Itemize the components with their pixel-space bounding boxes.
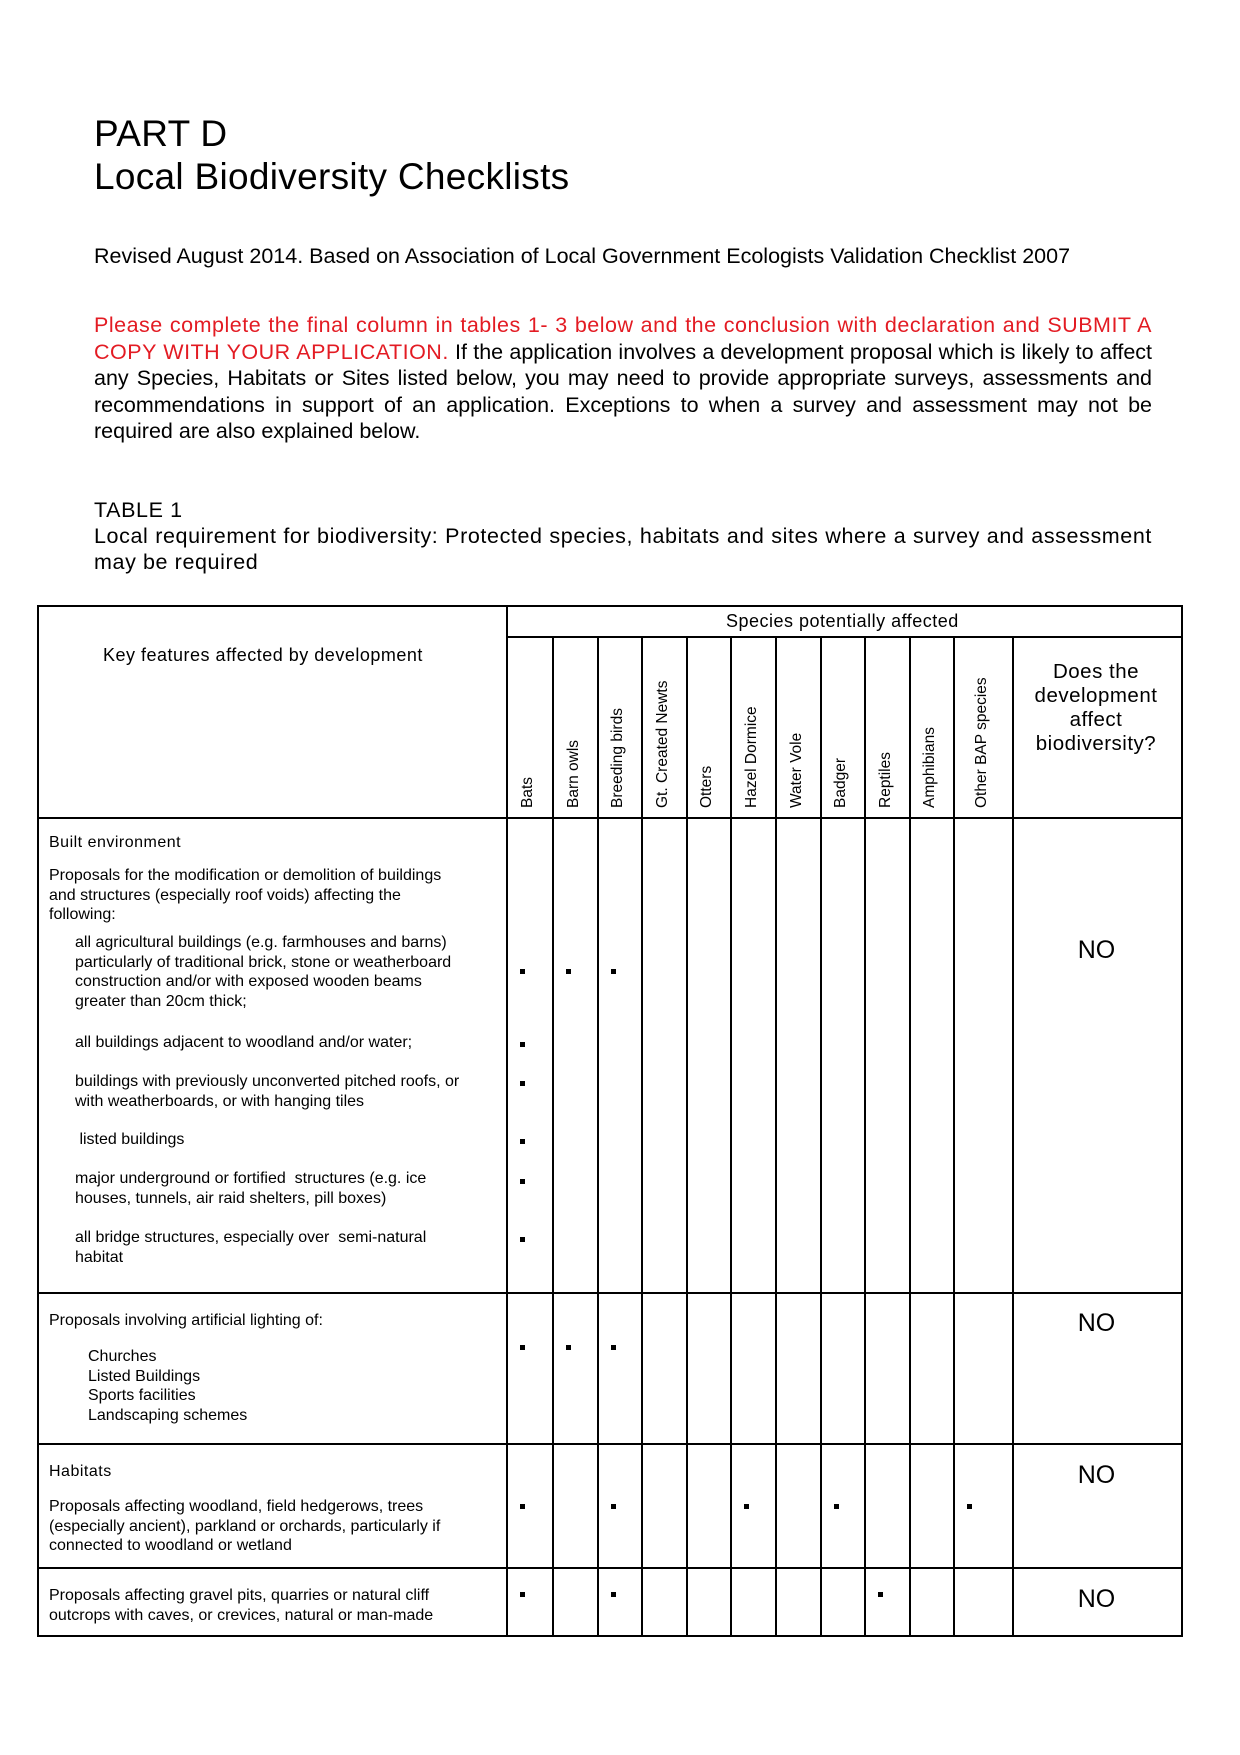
intro-instruction: Please complete the final column in tables 1- 3 below and the conclusion with declaration and SUBMIT A COPY WITH YOUR APPLICATION. xyxy=(94,313,1152,364)
species-mark-breeding-birds xyxy=(611,1345,616,1350)
table-label: TABLE 1 xyxy=(94,498,183,522)
built-environment-item xyxy=(75,1130,184,1150)
species-header-water-vole: Water Vole xyxy=(787,732,805,808)
section-habitats xyxy=(49,1462,112,1482)
species-header-barn-owls: Barn owls xyxy=(564,739,582,808)
text-line: houses, tunnels, air raid shelters, pill boxes) xyxy=(75,1189,387,1207)
text-line: Landscaping schemes xyxy=(88,1406,248,1424)
table-rule xyxy=(597,636,599,1635)
text-line: all bridge structures, especially over semi-natural xyxy=(75,1229,427,1246)
text-line: and structures (especially roof voids) affecting the xyxy=(49,886,401,904)
species-mark-breeding-birds xyxy=(611,1592,616,1597)
species-mark-hazel-dormice xyxy=(744,1504,749,1509)
text-line: Listed Buildings xyxy=(88,1367,201,1385)
table-rule xyxy=(730,636,732,1635)
text-line: construction and/or with exposed wooden beams xyxy=(75,973,422,990)
table-rule xyxy=(953,636,955,1635)
species-header-bats: Bats xyxy=(519,776,536,808)
affect-biodiversity-header: Does the development affect biodiversity? xyxy=(1034,660,1158,755)
table-rule xyxy=(909,636,911,1635)
text-line: buildings with previously unconverted pitched roofs, or xyxy=(75,1073,460,1090)
part-label: PART D xyxy=(94,113,228,154)
text-line: following: xyxy=(49,906,116,923)
species-mark-breeding-birds xyxy=(611,1504,616,1509)
lighting-list xyxy=(88,1347,247,1425)
species-mark-barn-owls xyxy=(566,969,571,974)
text-line: major underground or fortified structures (e.g. ice xyxy=(75,1170,427,1187)
built-environment-intro xyxy=(49,866,441,925)
text-line: Built environment xyxy=(49,834,182,851)
text-line: all buildings adjacent to woodland and/or water; xyxy=(75,1034,413,1051)
affect-answer[interactable]: NO xyxy=(1077,1585,1116,1613)
table-rule xyxy=(37,1635,1183,1637)
key-features-header: Key features affected by development xyxy=(103,645,423,665)
text-line: habitat xyxy=(75,1248,124,1266)
affect-answer[interactable]: NO xyxy=(1077,936,1116,964)
species-mark-bats xyxy=(520,1237,525,1242)
species-mark-bats xyxy=(520,1139,525,1144)
species-mark-bats xyxy=(520,1179,525,1184)
table-rule xyxy=(37,1567,1183,1569)
habitats-text xyxy=(49,1497,440,1556)
affect-answer[interactable]: NO xyxy=(1077,1461,1116,1489)
table-rule xyxy=(641,636,643,1635)
species-mark-bats xyxy=(520,1042,525,1047)
table-rule xyxy=(552,636,554,1635)
text-line: Habitats xyxy=(49,1463,112,1480)
text-line: connected to woodland or wetland xyxy=(49,1537,292,1554)
text-line: all agricultural buildings (e.g. farmhouses and barns) xyxy=(75,934,447,951)
affect-answer[interactable]: NO xyxy=(1077,1309,1116,1337)
species-header-otters: Otters xyxy=(698,765,715,808)
table-rule xyxy=(37,605,1183,607)
table-rule xyxy=(37,605,39,1635)
species-header-reptiles: Reptiles xyxy=(876,752,894,808)
species-header-amphibians: Amphibians xyxy=(921,727,938,808)
table-rule xyxy=(37,1292,1183,1294)
species-mark-bats xyxy=(520,1592,525,1597)
species-mark-badger xyxy=(834,1504,839,1509)
text-line: Sports facilities xyxy=(88,1387,196,1404)
text-line: Churches xyxy=(88,1348,157,1365)
text-line: Proposals involving artificial lighting of: xyxy=(49,1312,323,1329)
species-header: Species potentially affected xyxy=(726,611,959,631)
species-mark-other-bap-species xyxy=(967,1504,972,1509)
species-header-gt-created-newts: Gt. Created Newts xyxy=(653,680,671,808)
species-header-other-bap-species: Other BAP species xyxy=(972,677,990,808)
species-header-breeding-birds: Breeding birds xyxy=(609,708,626,808)
species-mark-bats xyxy=(520,1081,525,1086)
table-rule xyxy=(506,605,508,1635)
intro-paragraph xyxy=(94,312,1152,445)
table-caption: Local requirement for biodiversity: Protected species, habitats and sites where a survey and assessment may be required xyxy=(94,524,1152,574)
species-mark-bats xyxy=(520,1345,525,1350)
built-environment-item xyxy=(75,1072,459,1111)
revision-note: Revised August 2014. Based on Association of Local Government Ecologists Validation Checklist 2007 xyxy=(94,244,1071,268)
species-header-hazel-dormice: Hazel Dormice xyxy=(742,706,760,808)
lighting-intro xyxy=(49,1311,323,1331)
table-rule xyxy=(820,636,822,1635)
table-rule xyxy=(686,636,688,1635)
species-mark-reptiles xyxy=(878,1592,883,1597)
species-header-badger: Badger xyxy=(832,758,849,808)
built-environment-item xyxy=(75,1228,426,1267)
table-rule xyxy=(1181,605,1183,1637)
species-mark-breeding-birds xyxy=(611,969,616,974)
page-title: Local Biodiversity Checklists xyxy=(94,156,570,197)
section-built-environment xyxy=(49,833,181,853)
text-line: Proposals affecting woodland, field hedgerows, trees xyxy=(49,1498,424,1515)
species-mark-bats xyxy=(520,1504,525,1509)
text-line: greater than 20cm thick; xyxy=(75,992,247,1010)
table-caption-block xyxy=(94,497,1152,575)
text-line: particularly of traditional brick, stone or weatherboard xyxy=(75,953,452,971)
text-line: with weatherboards, or with hanging tiles xyxy=(75,1092,365,1110)
species-mark-bats xyxy=(520,969,525,974)
species-mark-barn-owls xyxy=(566,1345,571,1350)
built-environment-item xyxy=(75,933,451,1011)
gravel-pits-text xyxy=(49,1586,433,1625)
intro-body: If the application involves a development proposal which is likely to affect any Species, Habitats or Sites listed below, you may need to provide appropriate surveys, assessments and recommendations in support of an application. Exceptions to when a survey and assessment may not be required are also explained below. xyxy=(94,339,1153,443)
text-line: Proposals affecting gravel pits, quarries or natural cliff xyxy=(49,1587,430,1604)
table-rule xyxy=(864,636,866,1635)
built-environment-item xyxy=(75,1033,412,1053)
built-environment-item xyxy=(75,1169,426,1208)
table-rule xyxy=(775,636,777,1635)
table-rule xyxy=(37,1443,1183,1445)
text-line: Proposals for the modification or demolition of buildings xyxy=(49,867,442,884)
text-line: listed buildings xyxy=(75,1131,185,1148)
text-line: outcrops with caves, or crevices, natural or man-made xyxy=(49,1606,434,1624)
table-rule xyxy=(37,817,1183,819)
text-line: (especially ancient), parkland or orchards, particularly if xyxy=(49,1517,441,1535)
table-rule xyxy=(506,636,1183,638)
